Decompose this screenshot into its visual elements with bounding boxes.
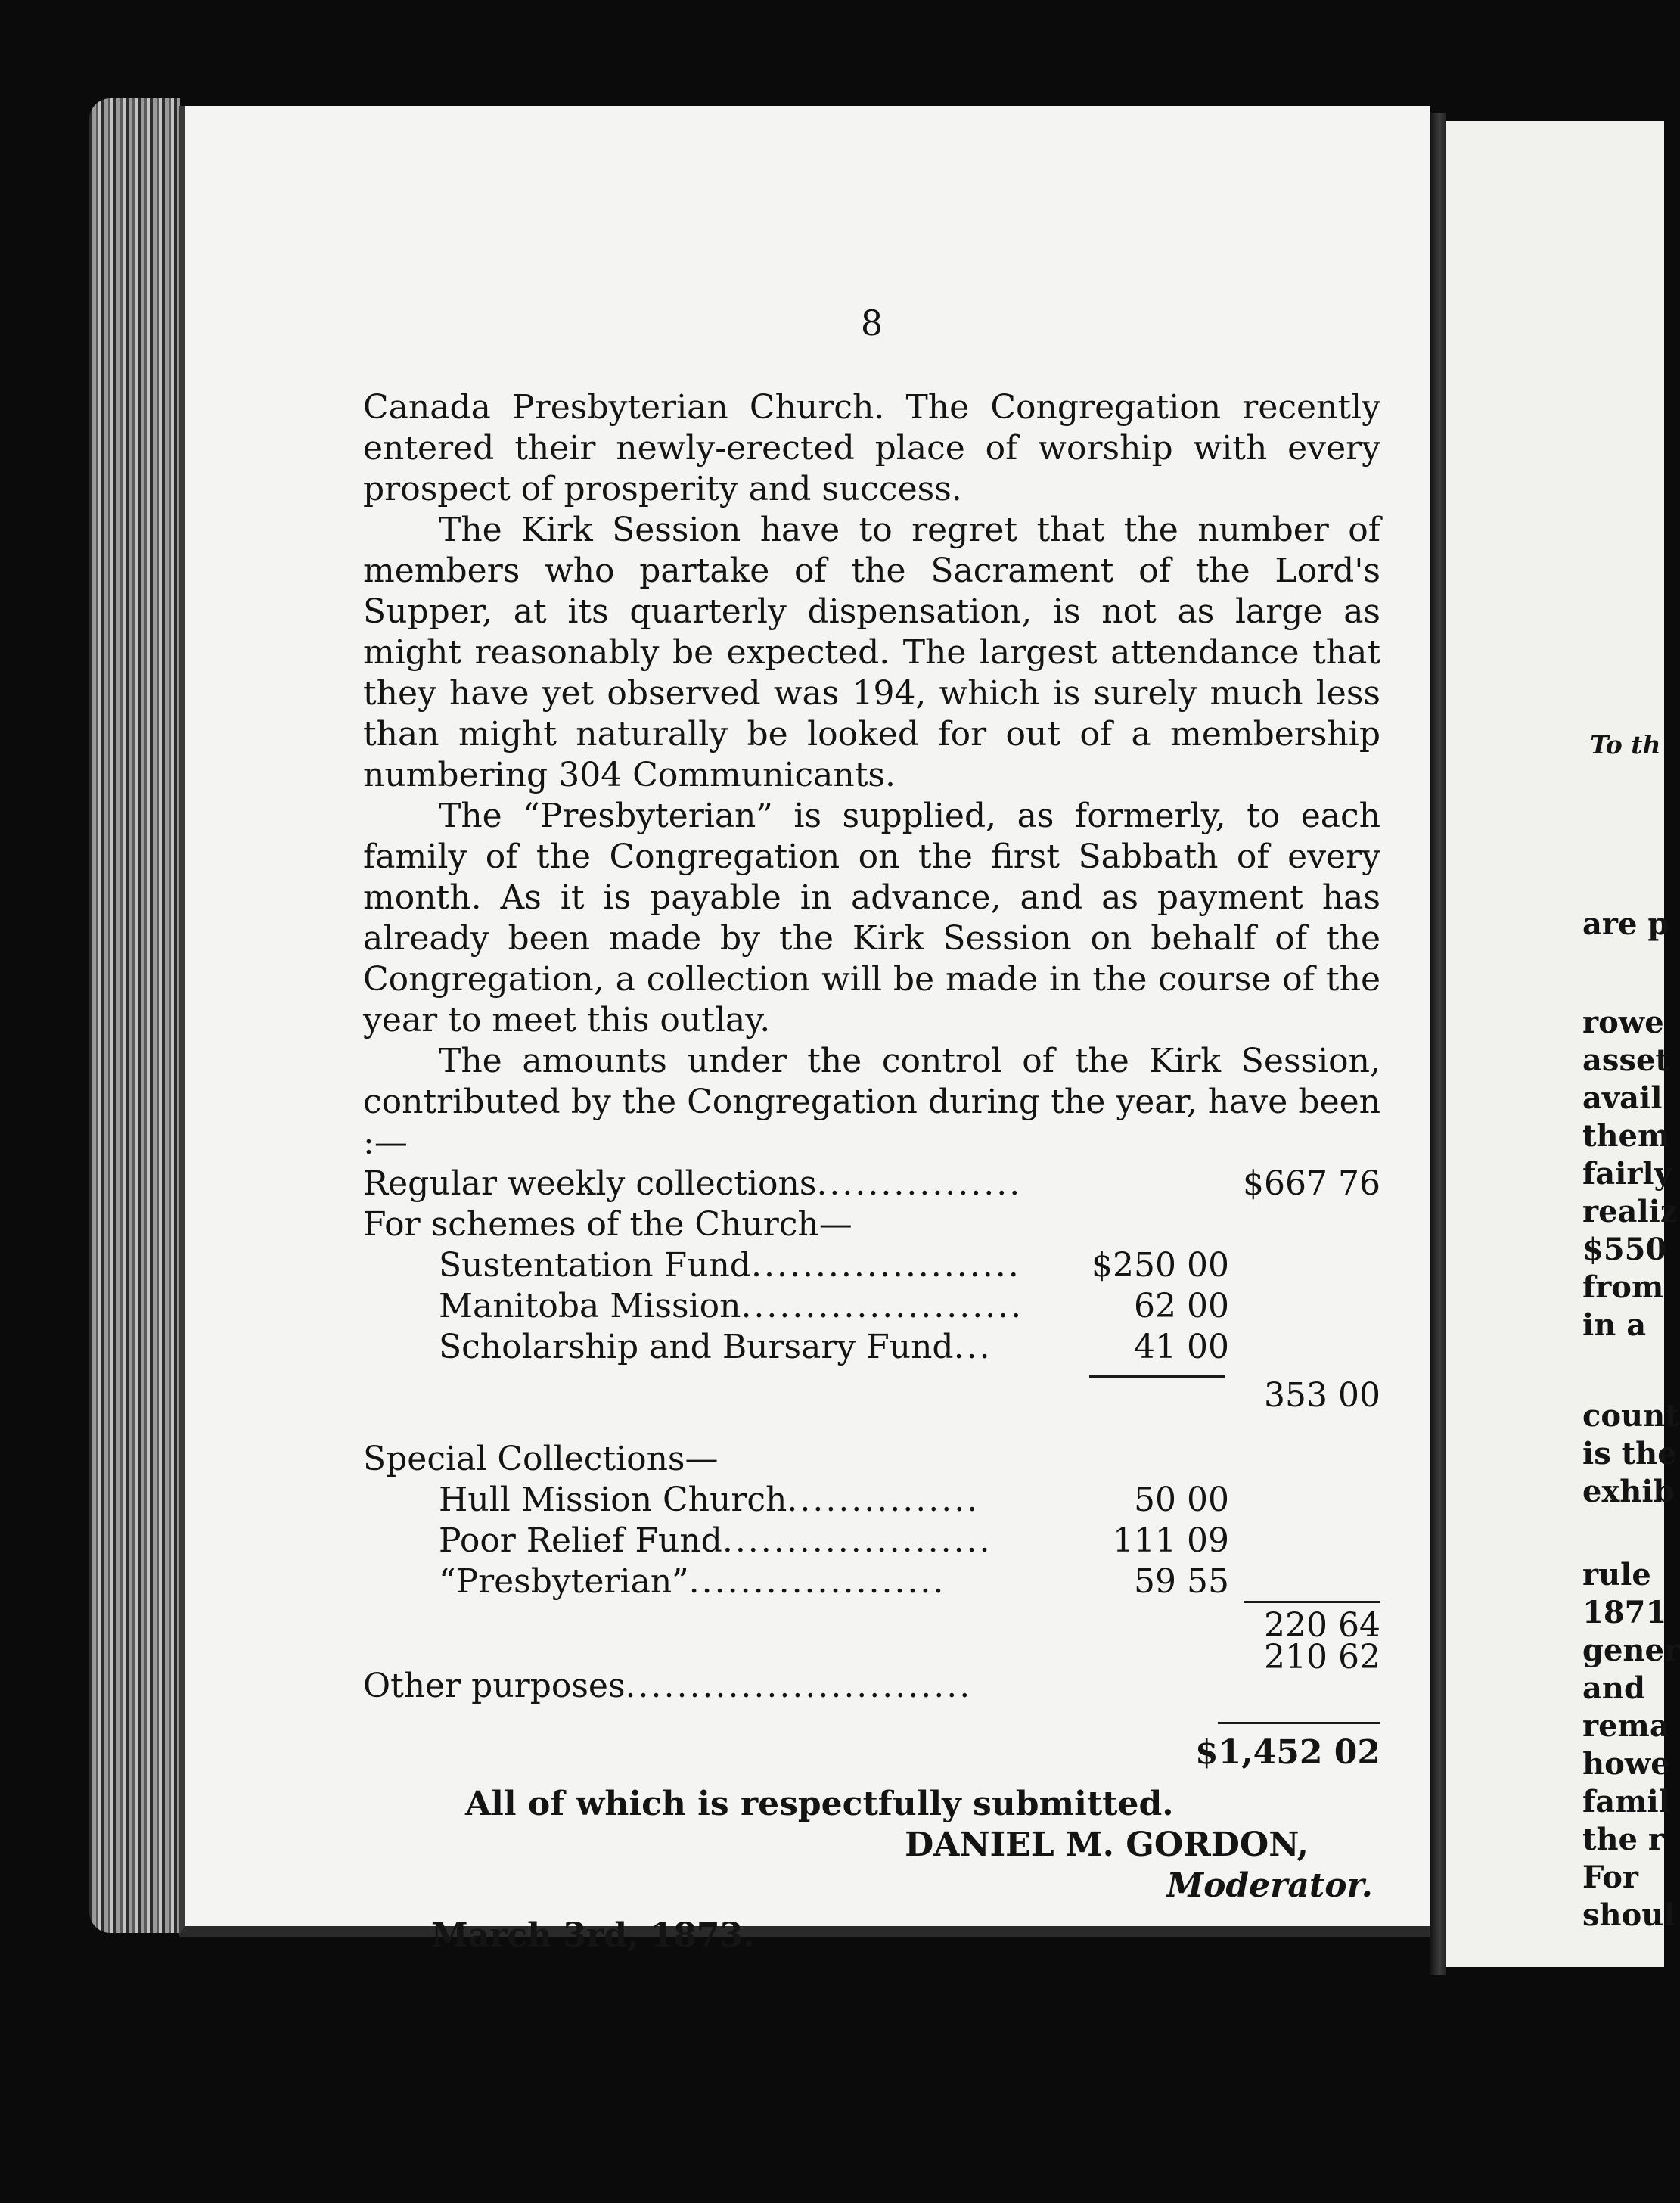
signer-title: Moderator.: [1166, 1866, 1373, 1905]
next-page-line: rule: [1582, 1557, 1651, 1592]
account-row: [363, 1164, 1380, 1204]
dot-leader: ................: [816, 1164, 1023, 1203]
next-page-line: is the: [1582, 1436, 1677, 1471]
next-page-line: For: [1582, 1860, 1638, 1895]
account-label: Regular weekly collections: [363, 1164, 817, 1203]
section-heading-row: [363, 1439, 1380, 1480]
account-amount: 41 00: [1134, 1328, 1229, 1366]
next-page-line: rowe: [1582, 1005, 1664, 1040]
next-page-line: are p: [1582, 906, 1669, 942]
subtotal-row: [363, 1368, 1380, 1415]
closing-line: All of which is respectfully submitted.: [465, 1785, 1174, 1823]
dot-leader: ......................: [741, 1287, 1024, 1325]
account-label: Other purposes: [363, 1667, 626, 1705]
next-page-line: 1871: [1582, 1595, 1667, 1630]
grand-total-amount: $1,452 02: [1195, 1733, 1380, 1772]
account-amount: 111 09: [1113, 1521, 1229, 1560]
next-page-line: howe: [1582, 1746, 1670, 1782]
account-label: Poor Relief Fund: [439, 1521, 722, 1560]
next-page-line: count: [1582, 1398, 1679, 1434]
dot-leader: ...: [953, 1328, 992, 1366]
subtotal-row: [363, 1602, 1380, 1643]
account-label: Manitoba Mission: [439, 1287, 741, 1325]
next-page-line: rema: [1582, 1708, 1669, 1744]
dot-leader: .....................: [750, 1246, 1021, 1285]
section-heading: For schemes of the Church—: [363, 1205, 852, 1244]
next-page-line: asset: [1582, 1042, 1669, 1078]
account-amount: 210 62: [1264, 1638, 1380, 1676]
next-page-line: exhib: [1582, 1474, 1675, 1509]
account-label: Scholarship and Bursary Fund: [439, 1328, 954, 1366]
account-row: [363, 1521, 1380, 1561]
account-label: Hull Mission Church: [439, 1481, 787, 1519]
account-amount: 62 00: [1134, 1287, 1229, 1325]
next-page-line: and: [1582, 1670, 1645, 1706]
next-page-line: famil: [1582, 1784, 1670, 1819]
next-page-line: them: [1582, 1118, 1670, 1154]
page-gutter: [1430, 113, 1446, 1975]
subtotal-rule: [1089, 1375, 1225, 1378]
page-content: [363, 303, 1380, 1956]
right-page-fragment: [1446, 121, 1680, 1967]
paragraph: The amounts under the control of the Kirk Session, contributed by the Congregation during the year, have been :—: [363, 1042, 1380, 1162]
account-amount: $250 00: [1092, 1246, 1229, 1285]
account-amount: $667 76: [1243, 1164, 1380, 1203]
account-label: “Presbyterian”: [439, 1562, 689, 1601]
dot-leader: ...........................: [625, 1667, 973, 1705]
next-page-line: gener: [1582, 1633, 1680, 1668]
next-page-line: shoul: [1582, 1897, 1675, 1933]
account-row: [363, 1480, 1380, 1521]
subtotal-amount: 220 64: [1264, 1606, 1380, 1645]
grand-total-rule: [1218, 1722, 1380, 1724]
subtotal-rule: [1244, 1601, 1380, 1603]
account-row: [363, 1286, 1380, 1327]
signer-name: DANIEL M. GORDON,: [905, 1825, 1309, 1864]
paragraph: The Kirk Session have to regret that the number of members who partake of the Sacrament of the Lord's Supper, at its quarterly dispensation, is not as large as might reasonably be expected. The largest attendance that they have yet observed was 194, which is surely much less than might naturally be looked for out of a membership numbering 304 Communicants.: [363, 511, 1380, 794]
next-page-line: $550: [1582, 1232, 1667, 1267]
next-page-line: avail: [1582, 1080, 1663, 1116]
page-number: 8: [860, 303, 883, 343]
next-page-line: the r: [1582, 1822, 1665, 1857]
dot-leader: ....................: [688, 1562, 946, 1601]
grand-total-row: [363, 1687, 1380, 1772]
account-row: [363, 1638, 1380, 1705]
dot-leader: .....................: [722, 1521, 992, 1560]
account-amount: 50 00: [1134, 1481, 1229, 1519]
dot-leader: ...............: [787, 1481, 980, 1519]
section-heading: Special Collections—: [363, 1440, 719, 1478]
subtotal-amount: 353 00: [1264, 1376, 1380, 1415]
next-page-line: from: [1582, 1269, 1664, 1305]
account-row: [363, 1561, 1380, 1602]
book-edge: [89, 98, 180, 1933]
date-line: March 3rd, 1873.: [431, 1916, 755, 1955]
section-heading-row: [363, 1204, 1380, 1245]
next-page-line: realiz: [1582, 1194, 1678, 1229]
account-label: Sustentation Fund: [439, 1246, 751, 1285]
next-page-line: fairly: [1582, 1156, 1672, 1192]
next-page-line: in a: [1582, 1307, 1647, 1343]
next-page-heading: To th: [1590, 730, 1661, 760]
paragraph: Canada Presbyterian Church. The Congregation recently entered their newly-erected place of worship with every prospect of prosperity and success.: [363, 388, 1380, 508]
account-row: [363, 1327, 1380, 1368]
account-row: [363, 1245, 1380, 1286]
paragraph: The “Presbyterian” is supplied, as formerly, to each family of the Congregation on the first Sabbath of every month. As it is payable in advance, and as payment has already been made by the Kirk Session on behalf of the Congregation, a collection will be made in the course of the year to meet this outlay.: [363, 797, 1380, 1039]
account-amount: 59 55: [1134, 1562, 1229, 1601]
